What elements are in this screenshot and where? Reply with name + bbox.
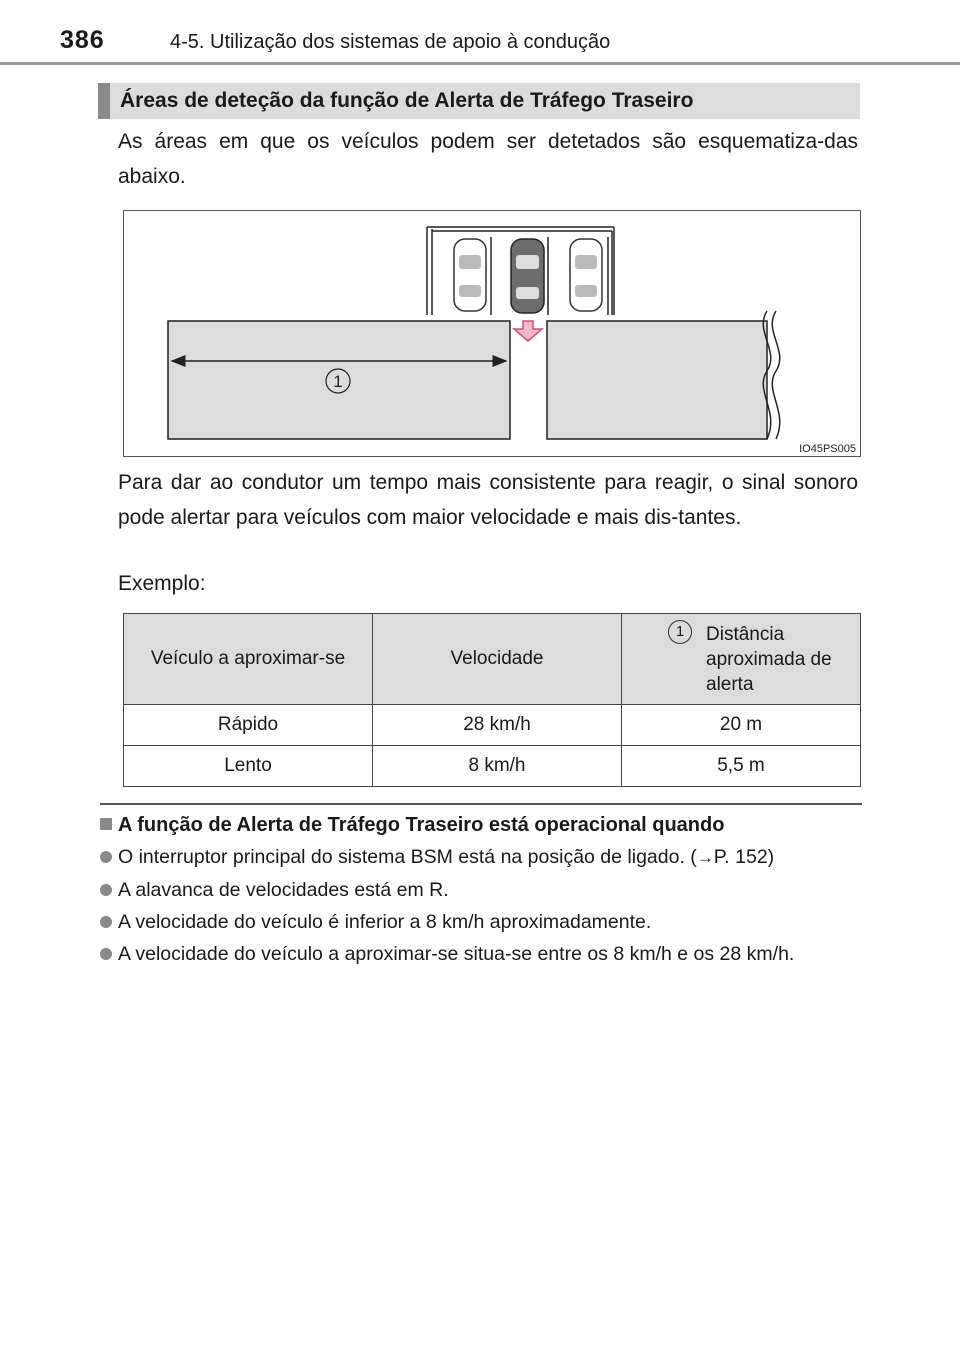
cell-speed: 28 km/h — [373, 705, 622, 746]
bullet-dot-icon — [100, 851, 112, 863]
conditions-list — [100, 846, 870, 975]
example-table — [123, 613, 861, 787]
callout-ref: 1 — [668, 620, 692, 644]
list-item — [100, 879, 870, 901]
page-reference[interactable]: P. 152) — [713, 846, 775, 868]
chapter-title: 4-5. Utilização dos sistemas de apoio à condução — [170, 31, 611, 53]
page-number: 386 — [60, 26, 105, 54]
conditions-heading — [100, 814, 724, 837]
section-title: Áreas de deteção da função de Alerta de Tráfego Traseiro — [98, 83, 860, 119]
detection-area-diagram — [123, 210, 861, 457]
cell-speed: 8 km/h — [373, 746, 622, 787]
intro-paragraph: As áreas em que os veículos podem ser detetados são esquematiza-das abaixo. — [118, 130, 858, 188]
header-distance — [622, 614, 861, 705]
note-paragraph: Para dar ao condutor um tempo mais consistente para reagir, o sinal sonoro pode alertar para veículos com maior velocidade e mais dis-tantes. — [118, 471, 858, 529]
list-item-text: O interruptor principal do sistema BSM está na posição de ligado. (→P. 152) — [118, 846, 775, 868]
list-item — [100, 846, 870, 869]
break-line — [772, 311, 780, 439]
cell-vehicle: Lento — [124, 746, 373, 787]
list-item — [100, 943, 870, 965]
cell-distance: 5,5 m — [622, 746, 861, 787]
cell-distance: 20 m — [622, 705, 861, 746]
bullet-dot-icon — [100, 948, 112, 960]
reverse-direction-arrow — [514, 321, 542, 341]
header-distance-label: Distância aproximada de alerta — [706, 623, 832, 695]
detection-area-illustration — [124, 211, 860, 456]
table-row — [124, 705, 861, 746]
callout-number: 1 — [333, 372, 343, 391]
conditions-heading-text: A função de Alerta de Tráfego Traseiro está operacional quando — [118, 814, 725, 836]
example-label: Exemplo: — [118, 572, 206, 595]
arrow-right-icon: → — [696, 848, 714, 867]
header-rule — [0, 62, 960, 65]
table-row — [124, 746, 861, 787]
bullet-dot-icon — [100, 916, 112, 928]
parked-car-left — [454, 239, 486, 311]
bullet-dot-icon — [100, 884, 112, 896]
list-item — [100, 911, 870, 933]
square-bullet-icon — [100, 818, 112, 830]
table-header-row — [124, 614, 861, 705]
section-divider — [100, 803, 862, 805]
detection-zone-right — [547, 321, 767, 439]
header-speed: Velocidade — [373, 614, 622, 705]
list-item-text: A alavanca de velocidades está em R. — [118, 879, 449, 901]
list-item-text: A velocidade do veículo é inferior a 8 km/h aproximadamente. — [118, 911, 652, 933]
reversing-car — [511, 239, 544, 313]
image-code: IO45PS005 — [799, 443, 856, 455]
header-vehicle: Veículo a aproximar-se — [124, 614, 373, 705]
list-item-text: A velocidade do veículo a aproximar-se situa-se entre os 8 km/h e os 28 km/h. — [118, 943, 795, 965]
cell-vehicle: Rápido — [124, 705, 373, 746]
parked-car-right — [570, 239, 602, 311]
